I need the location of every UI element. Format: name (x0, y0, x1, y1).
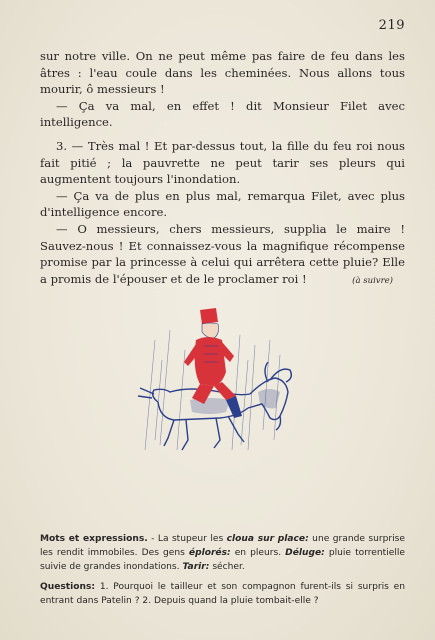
paragraph: — O messieurs, chers messieurs, supplia le maire ! Sauvez-nous ! Et connaissez-vous la magnifique récompense promise par la princesse à celui qui arrêtera cette pluie? Elle a promis de l'épouser et de le proclamer roi ! (40, 221, 405, 286)
goat-rider-illustration (130, 300, 300, 460)
vocabulary-heading: Mots et expressions. (40, 534, 148, 544)
vocabulary-section: Mots et expressions. - La stupeur les cloua sur place: une grande surprise les rendit immobiles. Des gens éplorés: en pleurs. Déluge: pluie torrentielle suivie de grandes inondations. Tarir: sécher. (40, 534, 406, 572)
page-number: 219 (378, 18, 405, 33)
vocab-term: Tarir: (182, 562, 210, 572)
vocab-term: éplorés: (188, 548, 231, 558)
questions-text: 1. Pourquoi le tailleur et son compagnon furent-ils si surpris en entrant dans Patelin ? 2. Depuis quand la pluie tombait-elle ? (40, 582, 405, 606)
vocab-term: cloua sur place: (226, 534, 309, 544)
questions-heading: Questions: (40, 582, 96, 592)
paragraph: — Ça va de plus en plus mal, remarqua Filet, avec plus d'intelligence encore. (40, 188, 405, 220)
paragraph: — Ça va mal, en effet ! dit Monsieur Filet avec intelligence. (40, 98, 405, 130)
story-text (40, 48, 405, 287)
questions-section (40, 580, 405, 608)
vocab-term: Déluge: (285, 548, 325, 558)
paragraph: sur notre ville. On ne peut même pas faire de feu dans les âtres : l'eau coule dans les cheminées. Nous allons tous mourir, ô messieurs ! (40, 49, 405, 97)
to-be-continued: (à suivre) (352, 276, 393, 286)
paragraph: 3. — Très mal ! Et par-dessus tout, la fille du feu roi nous fait pitié ; la pauvrette ne peut tarir ses pleurs qui augmentent toujours l'inondation. (40, 138, 405, 187)
